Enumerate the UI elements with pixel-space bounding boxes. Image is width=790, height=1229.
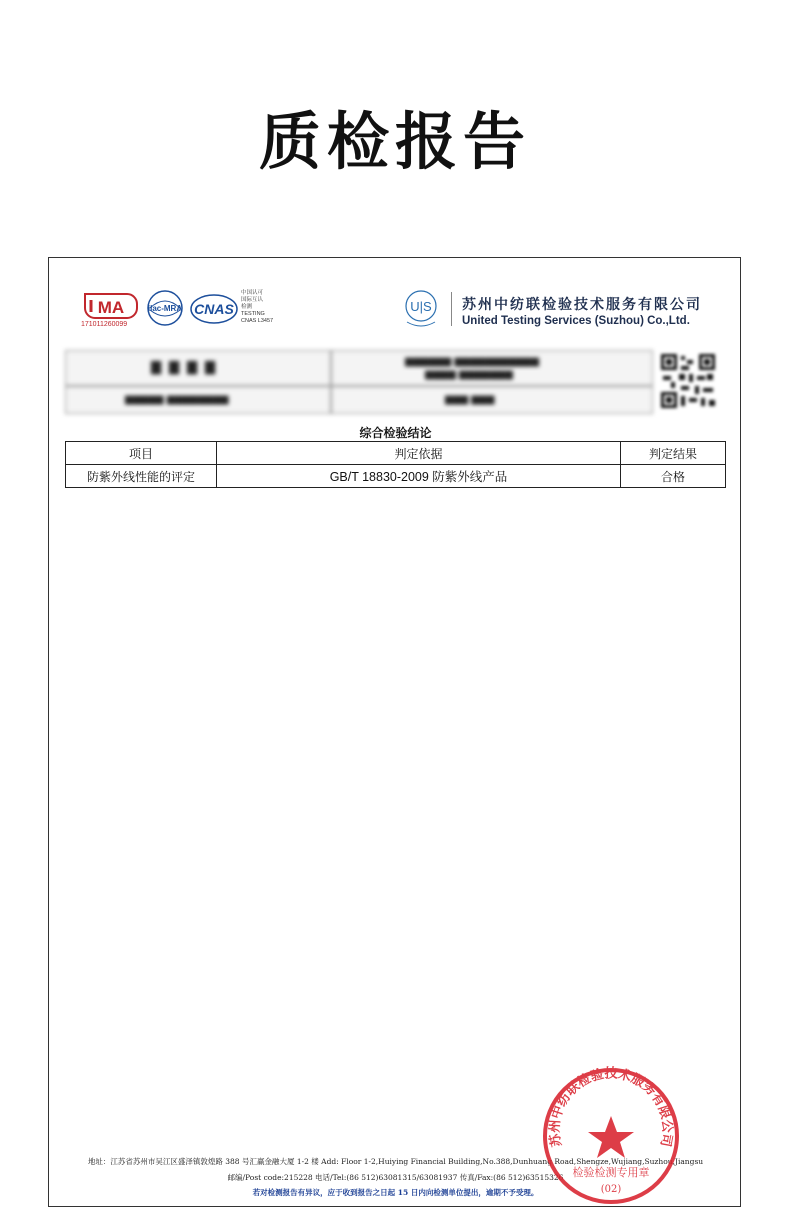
blurred-report-info: ▇▇▇▇ ▆▆▆▆▆▆ ▆▆▆▆▆▆▆▆▆▆▆ ▆▆▆▆ ▆▆▆▆▆▆▆ ▆▆▆▆▆ ▆▆▆▆▆▆▆▆ ▆▆▆ ▆▆▆ [65,350,653,416]
footer-contact: 邮编/Post code:215228 电话/Tel:(86 512)63081315/63081937 传真/Fax:(86 512)63515326 [227,1173,564,1182]
conclusion-title: 综合检验结论 [359,426,432,440]
lab-name-cn: 苏州中纺联检验技术服务有限公司 [462,297,702,313]
official-seal-icon [539,1064,683,1208]
table-row [66,465,726,488]
table-header-row [66,442,726,465]
cnas-logo-icon [189,292,239,326]
page-title: 质检报告 [258,105,531,178]
uts-logo-icon [399,286,443,330]
svg-text:CNAS: CNAS [194,301,234,317]
svg-text:MA: MA [97,298,125,317]
lab-divider [451,292,452,326]
conclusion-table [65,441,726,488]
ilac-mra-logo-icon [145,288,185,328]
svg-text:ilac-MRA: ilac-MRA [147,304,183,313]
column-header-basis: 判定依据 [217,442,621,465]
footer-notice: 若对检测报告有异议，应于收到报告之日起 15 日内向检测单位提出，逾期不予受理。 [252,1188,539,1197]
row-basis: GB/T 18830-2009 防紫外线产品 [217,465,621,488]
certification-logos [81,288,281,332]
lab-identity [399,286,719,332]
svg-text:U|S: U|S [410,299,432,314]
seal-text: 苏州中纺联检验技术服务有限公司 [547,1066,675,1148]
row-item: 防紫外线性能的评定 [66,465,217,488]
column-header-item: 项目 [66,442,217,465]
cma-number: 171011260099 [81,321,128,328]
seal-number: (02) [600,1184,622,1195]
report-sheet [48,257,741,1207]
lab-name-en: United Testing Services (Suzhou) Co.,Ltd. [462,315,690,327]
cnas-text: 中国认可 国际互认 检测 TESTING CNAS L3457 [241,290,274,324]
seal-subtext: 检验检测专用章 [572,1166,650,1179]
qr-code-icon [659,352,717,410]
footer-address: 地址：江苏省苏州市吴江区盛泽镇敦煌路 388 号汇赢金融大厦 1-2 楼 Add: Floor 1-2,Huiying Financial Building,No.388,Dunhuang Road,Shengze,Wujiang,Suzhou,Jiangsu [87,1157,704,1166]
column-header-result: 判定结果 [621,442,726,465]
row-result: 合格 [621,465,726,488]
